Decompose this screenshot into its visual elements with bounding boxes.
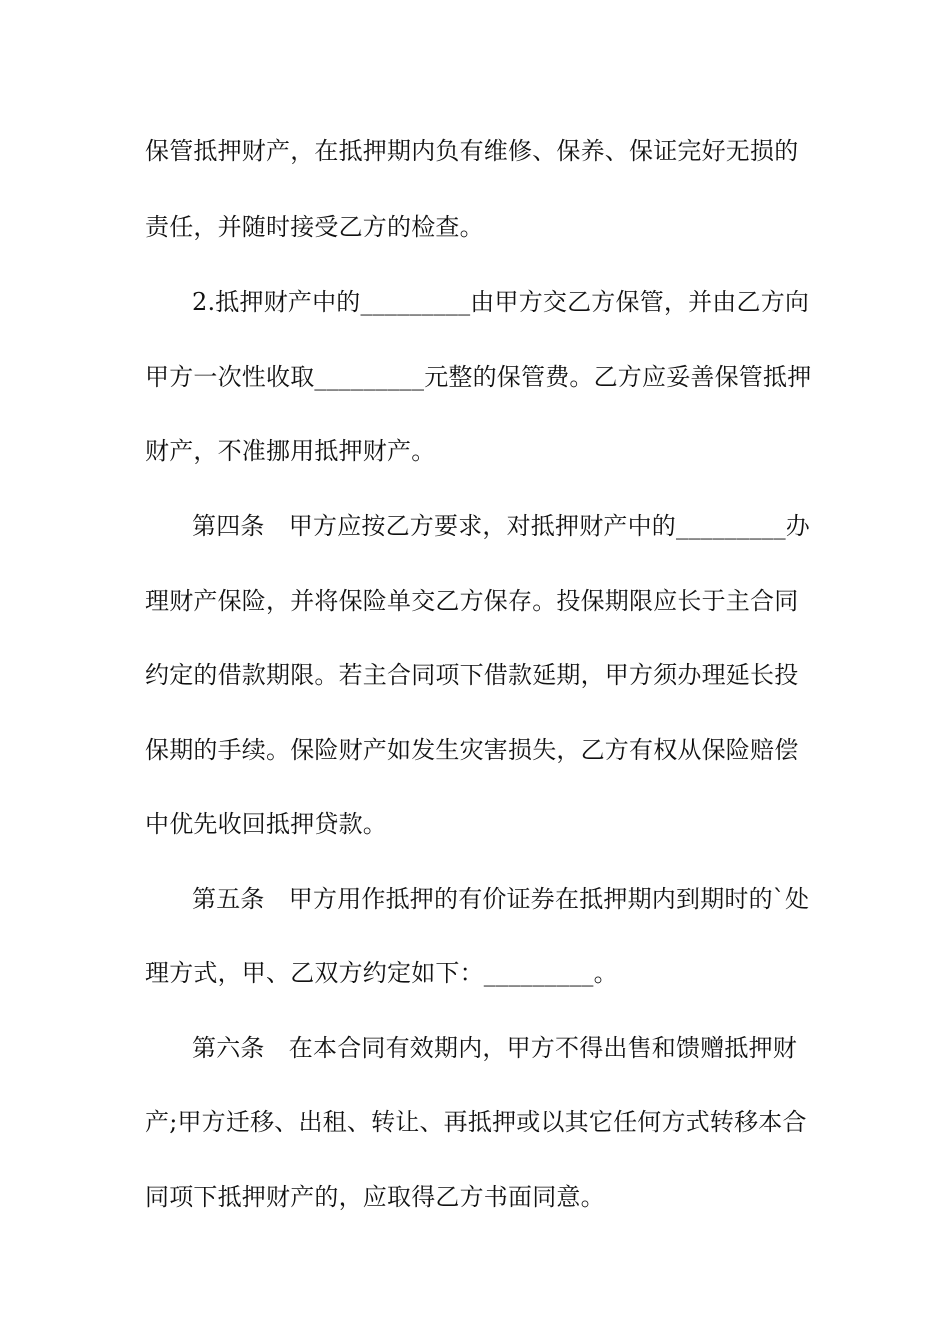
text-line: 保管抵押财产，在抵押期内负有维修、保养、保证完好无损的 [145, 137, 799, 165]
text-line: 约定的借款期限。若主合同项下借款延期，甲方须办理延长投 [145, 661, 799, 689]
text-line: 2.抵押财产中的_________由甲方交乙方保管，并由乙方向 [192, 288, 810, 316]
text-line: 第四条 甲方应按乙方要求，对抵押财产中的_________办 [192, 512, 810, 540]
text-line: 理方式，甲、乙双方约定如下：_________。 [145, 959, 618, 987]
text-line: 甲方一次性收取_________元整的保管费。乙方应妥善保管抵押 [145, 363, 812, 391]
text-line: 财产，不准挪用抵押财产。 [145, 437, 436, 465]
text-line: 第六条 在本合同有效期内，甲方不得出售和馈赠抵押财 [192, 1034, 797, 1062]
text-line: 中优先收回抵押贷款。 [145, 810, 387, 838]
text-line: 理财产保险，并将保险单交乙方保存。投保期限应长于主合同 [145, 587, 799, 615]
text-line: 同项下抵押财产的，应取得乙方书面同意。 [145, 1183, 605, 1211]
text-line: 第五条 甲方用作抵押的有价证券在抵押期内到期时的`处 [192, 885, 810, 913]
text-line: 保期的手续。保险财产如发生灾害损失，乙方有权从保险赔偿 [145, 736, 799, 764]
text-line: 产;甲方迁移、出租、转让、再抵押或以其它任何方式转移本合 [145, 1108, 807, 1136]
text-line: 责任，并随时接受乙方的检查。 [145, 213, 484, 241]
